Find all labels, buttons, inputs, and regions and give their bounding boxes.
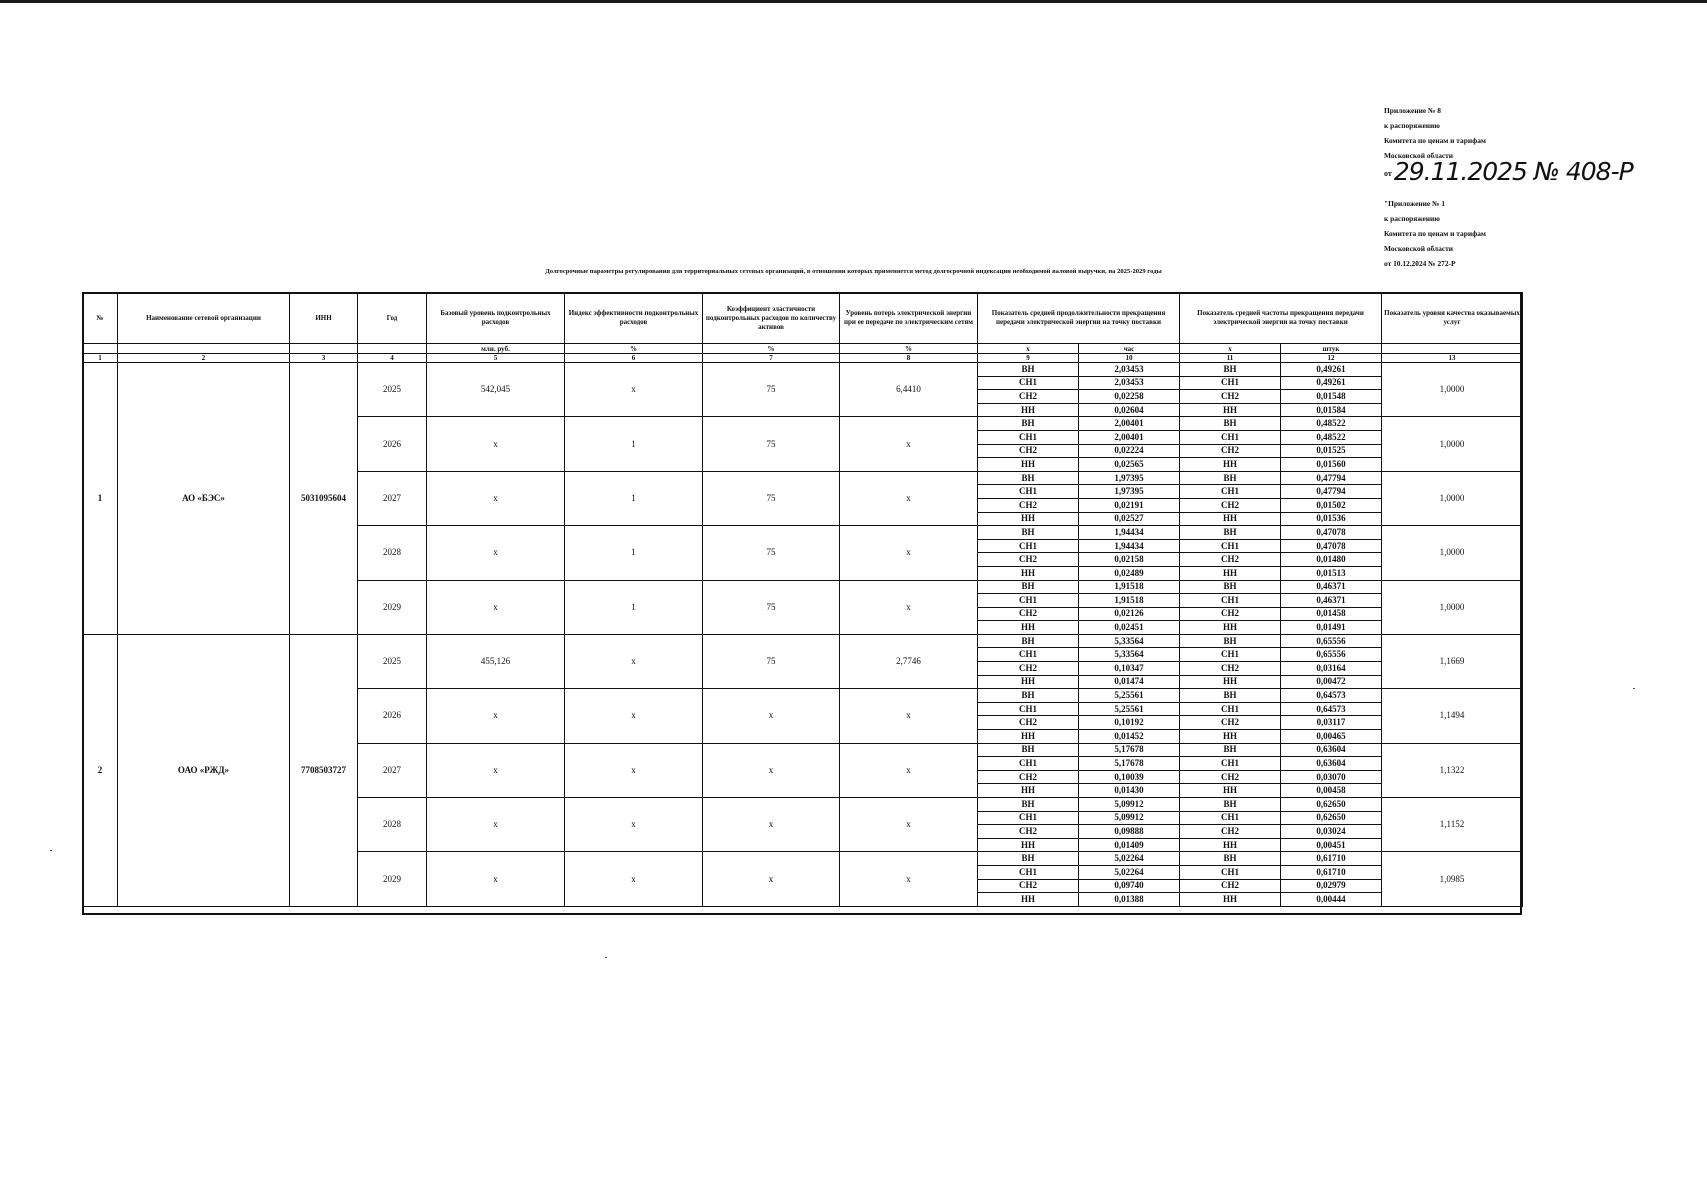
- frequency-value: 0,61710: [1281, 852, 1382, 866]
- voltage-level: СН1: [978, 485, 1079, 499]
- frequency-value: 0,46371: [1281, 580, 1382, 594]
- voltage-level: СН2: [1180, 444, 1281, 458]
- duration-value: 1,91518: [1079, 580, 1180, 594]
- base-cost-cell: х: [427, 798, 565, 852]
- voltage-level: СН2: [978, 825, 1079, 839]
- duration-value: 5,17678: [1079, 743, 1180, 757]
- voltage-level: НН: [1180, 730, 1281, 744]
- voltage-level: НН: [978, 784, 1079, 798]
- duration-value: 0,02489: [1079, 566, 1180, 580]
- efficiency-index-cell: х: [565, 689, 703, 743]
- quality-level-cell: 1,0000: [1382, 471, 1523, 525]
- year-cell: 2026: [358, 689, 427, 743]
- voltage-level: СН1: [1180, 485, 1281, 499]
- voltage-level: ВН: [1180, 363, 1281, 377]
- frequency-value: 0,63604: [1281, 743, 1382, 757]
- unit-cell: %: [840, 344, 978, 354]
- voltage-level: СН1: [1180, 648, 1281, 662]
- header-cell: Показатель средней частоты прекращения передачи электрической энергии на точку поставки: [1180, 293, 1382, 344]
- voltage-level: НН: [1180, 784, 1281, 798]
- loss-level-cell: х: [840, 743, 978, 797]
- prev-stamp-line: "Приложение № 1: [1384, 199, 1446, 208]
- voltage-level: ВН: [1180, 417, 1281, 431]
- stamp-line: Приложение № 8: [1384, 106, 1441, 115]
- frequency-value: 0,61710: [1281, 865, 1382, 879]
- duration-value: 1,97395: [1079, 485, 1180, 499]
- voltage-level: НН: [978, 730, 1079, 744]
- column-number: 1: [83, 354, 118, 363]
- duration-value: 5,09912: [1079, 811, 1180, 825]
- frequency-value: 0,01525: [1281, 444, 1382, 458]
- voltage-level: СН1: [1180, 702, 1281, 716]
- voltage-level: СН2: [978, 390, 1079, 404]
- scan-speck: [1633, 688, 1635, 689]
- frequency-value: 0,00465: [1281, 730, 1382, 744]
- voltage-level: СН2: [1180, 607, 1281, 621]
- voltage-level: СН1: [1180, 811, 1281, 825]
- column-number: 11: [1180, 354, 1281, 363]
- frequency-value: 0,01513: [1281, 566, 1382, 580]
- quality-level-cell: 1,1494: [1382, 689, 1523, 743]
- org-name: ОАО «РЖД»: [118, 634, 290, 906]
- voltage-level: СН2: [978, 498, 1079, 512]
- duration-value: 5,33564: [1079, 648, 1180, 662]
- column-number: 4: [358, 354, 427, 363]
- voltage-level: СН2: [978, 879, 1079, 893]
- frequency-value: 0,62650: [1281, 811, 1382, 825]
- header-cell: Индекс эффективности подконтрольных расходов: [565, 293, 703, 344]
- stamp-line: Комитета по ценам и тарифам: [1384, 136, 1486, 145]
- voltage-level: ВН: [978, 363, 1079, 377]
- voltage-level: СН2: [978, 607, 1079, 621]
- voltage-level: СН1: [978, 702, 1079, 716]
- org-inn: 7708503727: [290, 634, 358, 906]
- duration-value: 1,94434: [1079, 526, 1180, 540]
- voltage-level: СН2: [1180, 498, 1281, 512]
- voltage-level: НН: [978, 893, 1079, 907]
- voltage-level: НН: [978, 566, 1079, 580]
- duration-value: 5,25561: [1079, 689, 1180, 703]
- base-cost-cell: х: [427, 526, 565, 580]
- frequency-value: 0,63604: [1281, 757, 1382, 771]
- year-cell: 2029: [358, 580, 427, 634]
- column-number: 2: [118, 354, 290, 363]
- prev-stamp-line: к распоряжению: [1384, 214, 1440, 223]
- voltage-level: СН2: [1180, 879, 1281, 893]
- voltage-level: ВН: [1180, 471, 1281, 485]
- loss-level-cell: х: [840, 689, 978, 743]
- duration-value: 5,25561: [1079, 702, 1180, 716]
- efficiency-index-cell: 1: [565, 526, 703, 580]
- voltage-level: ВН: [1180, 526, 1281, 540]
- voltage-level: НН: [1180, 675, 1281, 689]
- year-cell: 2026: [358, 417, 427, 471]
- loss-level-cell: х: [840, 417, 978, 471]
- voltage-level: СН1: [1180, 430, 1281, 444]
- voltage-level: ВН: [978, 852, 1079, 866]
- efficiency-index-cell: 1: [565, 471, 703, 525]
- voltage-level: СН1: [978, 430, 1079, 444]
- unit-cell: [118, 344, 290, 354]
- voltage-level: СН1: [1180, 757, 1281, 771]
- data-row: [83, 363, 1523, 377]
- frequency-value: 0,00472: [1281, 675, 1382, 689]
- quality-level-cell: 1,0000: [1382, 526, 1523, 580]
- voltage-level: ВН: [978, 634, 1079, 648]
- voltage-level: СН2: [1180, 662, 1281, 676]
- unit-cell: [290, 344, 358, 354]
- voltage-level: СН1: [978, 539, 1079, 553]
- voltage-level: СН2: [978, 770, 1079, 784]
- voltage-level: ВН: [978, 471, 1079, 485]
- header-cell: Показатель средней продолжительности прекращения передачи электрической энергии на точку поставки: [978, 293, 1180, 344]
- voltage-level: СН1: [978, 648, 1079, 662]
- scan-speck: [605, 957, 607, 958]
- voltage-level: НН: [1180, 566, 1281, 580]
- frequency-value: 0,01560: [1281, 458, 1382, 472]
- frequency-value: 0,02979: [1281, 879, 1382, 893]
- voltage-level: СН1: [978, 594, 1079, 608]
- voltage-level: НН: [1180, 458, 1281, 472]
- voltage-level: НН: [978, 621, 1079, 635]
- voltage-level: СН1: [1180, 594, 1281, 608]
- frequency-value: 0,62650: [1281, 798, 1382, 812]
- voltage-level: СН2: [1180, 553, 1281, 567]
- unit-cell: штук: [1281, 344, 1382, 354]
- duration-value: 1,91518: [1079, 594, 1180, 608]
- org-number: 2: [83, 634, 118, 906]
- data-row: [83, 634, 1523, 648]
- column-number: 8: [840, 354, 978, 363]
- unit-cell: %: [565, 344, 703, 354]
- duration-value: 2,00401: [1079, 430, 1180, 444]
- voltage-level: ВН: [978, 798, 1079, 812]
- duration-value: 2,00401: [1079, 417, 1180, 431]
- frequency-value: 0,47794: [1281, 471, 1382, 485]
- frequency-value: 0,47078: [1281, 539, 1382, 553]
- stamp-line: Московской области: [1384, 151, 1454, 160]
- voltage-level: НН: [1180, 893, 1281, 907]
- header-cell: Уровень потерь электрической энергии при ее передаче по электрическим сетям: [840, 293, 978, 344]
- frequency-value: 0,00458: [1281, 784, 1382, 798]
- loss-level-cell: х: [840, 852, 978, 906]
- header-cell: Показатель уровня качества оказываемых услуг: [1382, 293, 1523, 344]
- stamp-date-line: [1384, 157, 1644, 186]
- unit-cell: млн. руб.: [427, 344, 565, 354]
- voltage-level: СН2: [978, 716, 1079, 730]
- loss-level-cell: х: [840, 580, 978, 634]
- frequency-value: 0,49261: [1281, 376, 1382, 390]
- frequency-value: 0,49261: [1281, 363, 1382, 377]
- voltage-level: НН: [978, 458, 1079, 472]
- duration-value: 0,02224: [1079, 444, 1180, 458]
- column-number: 13: [1382, 354, 1523, 363]
- quality-level-cell: 1,0985: [1382, 852, 1523, 906]
- base-cost-cell: 455,126: [427, 634, 565, 688]
- voltage-level: НН: [1180, 512, 1281, 526]
- voltage-level: ВН: [978, 526, 1079, 540]
- frequency-value: 0,01458: [1281, 607, 1382, 621]
- header-cell: Коэффициент эластичности подконтрольных расходов по количеству активов: [703, 293, 840, 344]
- duration-value: 1,97395: [1079, 471, 1180, 485]
- voltage-level: ВН: [1180, 852, 1281, 866]
- org-inn: 5031095604: [290, 363, 358, 635]
- column-number: 6: [565, 354, 703, 363]
- frequency-value: 0,48522: [1281, 430, 1382, 444]
- quality-level-cell: 1,1669: [1382, 634, 1523, 688]
- frequency-value: 0,46371: [1281, 594, 1382, 608]
- duration-value: 5,09912: [1079, 798, 1180, 812]
- voltage-level: НН: [978, 512, 1079, 526]
- elasticity-cell: х: [703, 852, 840, 906]
- year-cell: 2027: [358, 471, 427, 525]
- duration-value: 0,02527: [1079, 512, 1180, 526]
- duration-value: 0,02258: [1079, 390, 1180, 404]
- frequency-value: 0,65556: [1281, 648, 1382, 662]
- unit-cell: час: [1079, 344, 1180, 354]
- voltage-level: СН2: [978, 662, 1079, 676]
- duration-value: 0,01388: [1079, 893, 1180, 907]
- voltage-level: НН: [1180, 621, 1281, 635]
- prev-stamp-line: Московской области: [1384, 244, 1454, 253]
- frequency-value: 0,01584: [1281, 403, 1382, 417]
- efficiency-index-cell: 1: [565, 417, 703, 471]
- efficiency-index-cell: 1: [565, 580, 703, 634]
- elasticity-cell: 75: [703, 580, 840, 634]
- year-cell: 2028: [358, 526, 427, 580]
- elasticity-cell: 75: [703, 417, 840, 471]
- efficiency-index-cell: х: [565, 852, 703, 906]
- voltage-level: СН1: [978, 865, 1079, 879]
- duration-value: 0,10347: [1079, 662, 1180, 676]
- year-cell: 2027: [358, 743, 427, 797]
- duration-value: 5,17678: [1079, 757, 1180, 771]
- voltage-level: СН1: [1180, 376, 1281, 390]
- elasticity-cell: 75: [703, 526, 840, 580]
- voltage-level: НН: [978, 838, 1079, 852]
- duration-value: 0,09740: [1079, 879, 1180, 893]
- voltage-level: СН1: [1180, 865, 1281, 879]
- column-number: 5: [427, 354, 565, 363]
- scan-top-edge: [0, 0, 1707, 3]
- frequency-value: 0,48522: [1281, 417, 1382, 431]
- duration-value: 0,02565: [1079, 458, 1180, 472]
- unit-cell: %: [703, 344, 840, 354]
- prev-stamp-line: Комитета по ценам и тарифам: [1384, 229, 1486, 238]
- frequency-value: 0,01502: [1281, 498, 1382, 512]
- year-cell: 2025: [358, 363, 427, 417]
- voltage-level: СН1: [978, 757, 1079, 771]
- quality-level-cell: 1,1322: [1382, 743, 1523, 797]
- year-cell: 2025: [358, 634, 427, 688]
- frequency-value: 0,47078: [1281, 526, 1382, 540]
- header-cell: ИНН: [290, 293, 358, 344]
- loss-level-cell: х: [840, 526, 978, 580]
- prev-stamp-line: от 10.12.2024 № 272-Р: [1384, 259, 1456, 268]
- duration-value: 5,02264: [1079, 852, 1180, 866]
- document-title: Долгосрочные параметры регулирования для территориальных сетевых организаций, в отношении которых применяется метод долгосрочной индексации необходимой валовой выручки, на 2025-2029 годы: [545, 268, 1162, 275]
- scan-speck: [50, 850, 52, 851]
- unit-cell: х: [1180, 344, 1281, 354]
- base-cost-cell: х: [427, 743, 565, 797]
- duration-value: 0,02158: [1079, 553, 1180, 567]
- frequency-value: 0,01536: [1281, 512, 1382, 526]
- header-row: [83, 293, 1523, 344]
- frequency-value: 0,00451: [1281, 838, 1382, 852]
- header-cell: Наименование сетевой организации: [118, 293, 290, 344]
- quality-level-cell: 1,0000: [1382, 363, 1523, 417]
- column-number: 7: [703, 354, 840, 363]
- unit-cell: [358, 344, 427, 354]
- loss-level-cell: х: [840, 798, 978, 852]
- handwritten-date-number: 29.11.2025 № 408-Р: [1393, 157, 1633, 186]
- parameters-table: [82, 292, 1523, 907]
- base-cost-cell: х: [427, 580, 565, 634]
- duration-value: 1,94434: [1079, 539, 1180, 553]
- efficiency-index-cell: х: [565, 798, 703, 852]
- voltage-level: ВН: [1180, 743, 1281, 757]
- duration-value: 0,09888: [1079, 825, 1180, 839]
- org-number: 1: [83, 363, 118, 635]
- base-cost-cell: х: [427, 471, 565, 525]
- appendix-stamp: [1384, 103, 1644, 271]
- elasticity-cell: 75: [703, 363, 840, 417]
- duration-value: 0,02451: [1079, 621, 1180, 635]
- voltage-level: СН2: [1180, 825, 1281, 839]
- frequency-value: 0,03117: [1281, 716, 1382, 730]
- base-cost-cell: 542,045: [427, 363, 565, 417]
- header-cell: Базовый уровень подконтрольных расходов: [427, 293, 565, 344]
- elasticity-cell: х: [703, 798, 840, 852]
- frequency-value: 0,01548: [1281, 390, 1382, 404]
- frequency-value: 0,64573: [1281, 702, 1382, 716]
- duration-value: 2,03453: [1079, 376, 1180, 390]
- stamp-date-prefix: от: [1384, 169, 1392, 178]
- header-cell: Год: [358, 293, 427, 344]
- elasticity-cell: х: [703, 743, 840, 797]
- frequency-value: 0,01480: [1281, 553, 1382, 567]
- voltage-level: ВН: [978, 580, 1079, 594]
- duration-value: 5,33564: [1079, 634, 1180, 648]
- base-cost-cell: х: [427, 689, 565, 743]
- voltage-level: ВН: [1180, 689, 1281, 703]
- frequency-value: 0,03070: [1281, 770, 1382, 784]
- duration-value: 0,10039: [1079, 770, 1180, 784]
- frequency-value: 0,65556: [1281, 634, 1382, 648]
- elasticity-cell: 75: [703, 634, 840, 688]
- quality-level-cell: 1,0000: [1382, 417, 1523, 471]
- voltage-level: СН2: [1180, 770, 1281, 784]
- frequency-value: 0,47794: [1281, 485, 1382, 499]
- duration-value: 2,03453: [1079, 363, 1180, 377]
- elasticity-cell: 75: [703, 471, 840, 525]
- duration-value: 5,02264: [1079, 865, 1180, 879]
- efficiency-index-cell: х: [565, 634, 703, 688]
- voltage-level: ВН: [1180, 798, 1281, 812]
- voltage-level: ВН: [978, 417, 1079, 431]
- column-number-row: [83, 354, 1523, 363]
- elasticity-cell: х: [703, 689, 840, 743]
- duration-value: 0,10192: [1079, 716, 1180, 730]
- column-number: 3: [290, 354, 358, 363]
- base-cost-cell: х: [427, 417, 565, 471]
- duration-value: 0,01474: [1079, 675, 1180, 689]
- duration-value: 0,01430: [1079, 784, 1180, 798]
- units-row: [83, 344, 1523, 354]
- unit-cell: [1382, 344, 1523, 354]
- voltage-level: СН1: [1180, 539, 1281, 553]
- frequency-value: 0,64573: [1281, 689, 1382, 703]
- loss-level-cell: х: [840, 471, 978, 525]
- efficiency-index-cell: х: [565, 363, 703, 417]
- voltage-level: НН: [1180, 838, 1281, 852]
- base-cost-cell: х: [427, 852, 565, 906]
- efficiency-index-cell: х: [565, 743, 703, 797]
- duration-value: 0,01452: [1079, 730, 1180, 744]
- frequency-value: 0,01491: [1281, 621, 1382, 635]
- voltage-level: СН2: [978, 553, 1079, 567]
- frequency-value: 0,03164: [1281, 662, 1382, 676]
- column-number: 10: [1079, 354, 1180, 363]
- voltage-level: СН2: [1180, 716, 1281, 730]
- loss-level-cell: 6,4410: [840, 363, 978, 417]
- voltage-level: СН2: [1180, 390, 1281, 404]
- year-cell: 2028: [358, 798, 427, 852]
- frequency-value: 0,00444: [1281, 893, 1382, 907]
- voltage-level: ВН: [1180, 634, 1281, 648]
- voltage-level: НН: [978, 675, 1079, 689]
- loss-level-cell: 2,7746: [840, 634, 978, 688]
- voltage-level: ВН: [978, 743, 1079, 757]
- duration-value: 0,02191: [1079, 498, 1180, 512]
- voltage-level: ВН: [1180, 580, 1281, 594]
- quality-level-cell: 1,0000: [1382, 580, 1523, 634]
- column-number: 12: [1281, 354, 1382, 363]
- quality-level-cell: 1,1152: [1382, 798, 1523, 852]
- column-number: 9: [978, 354, 1079, 363]
- voltage-level: СН1: [978, 376, 1079, 390]
- voltage-level: ВН: [978, 689, 1079, 703]
- duration-value: 0,02604: [1079, 403, 1180, 417]
- voltage-level: СН1: [978, 811, 1079, 825]
- voltage-level: СН2: [978, 444, 1079, 458]
- frequency-value: 0,03024: [1281, 825, 1382, 839]
- duration-value: 0,02126: [1079, 607, 1180, 621]
- voltage-level: НН: [978, 403, 1079, 417]
- header-cell: №: [83, 293, 118, 344]
- org-name: АО «БЭС»: [118, 363, 290, 635]
- unit-cell: [83, 344, 118, 354]
- voltage-level: НН: [1180, 403, 1281, 417]
- unit-cell: х: [978, 344, 1079, 354]
- year-cell: 2029: [358, 852, 427, 906]
- stamp-line: к распоряжению: [1384, 121, 1440, 130]
- duration-value: 0,01409: [1079, 838, 1180, 852]
